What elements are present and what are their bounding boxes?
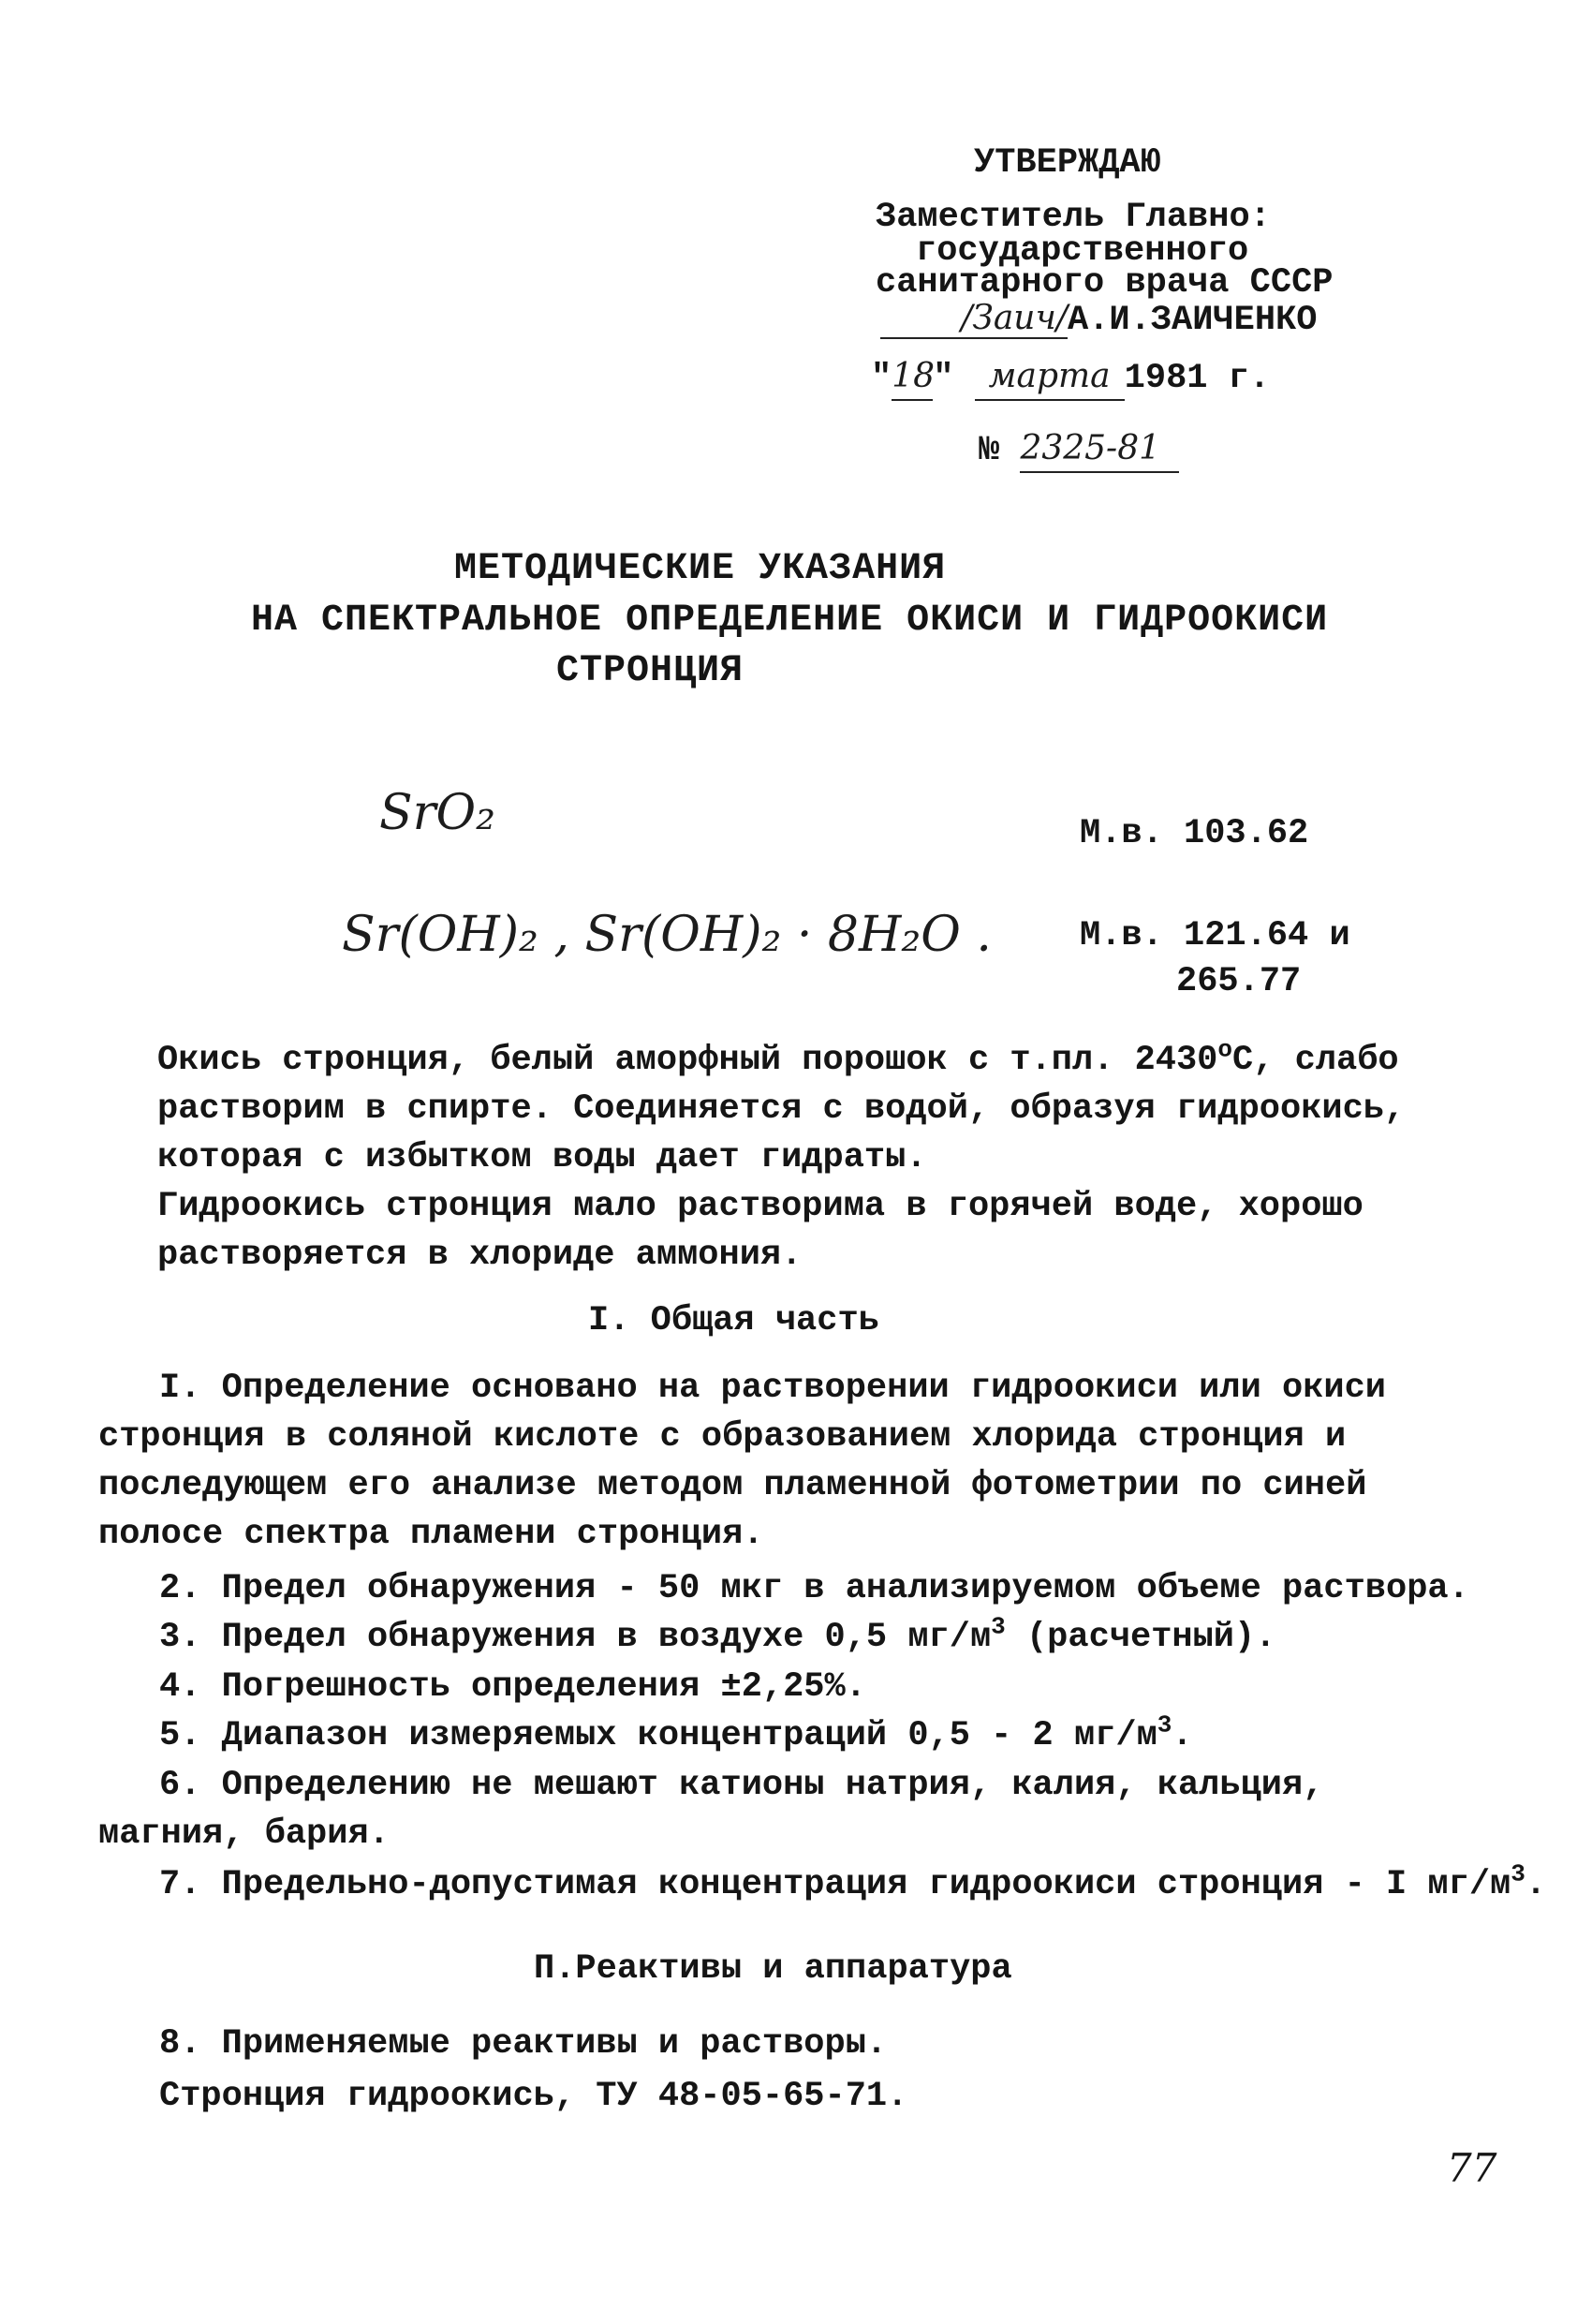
date-day: 18: [892, 354, 933, 401]
item7-suffix: .: [1525, 1865, 1547, 1904]
item3-sup: 3: [991, 1612, 1006, 1641]
degree-sign: о: [1217, 1035, 1232, 1064]
approval-line1: Заместитель Главно:: [876, 198, 1271, 237]
section1-heading: I. Общая часть: [588, 1301, 879, 1340]
section1-item4: 4. Погрешность определения ±2,25%.: [159, 1667, 866, 1707]
section2-item8: 8. Применяемые реактивы и растворы.: [159, 2024, 888, 2064]
item3-text: 3. Предел обнаружения в воздухе 0,5 мг/м: [159, 1618, 992, 1657]
item5-sup: 3: [1157, 1710, 1172, 1739]
section1-item6: 6. Определению не мешают катионы натрия, калия, кальция, магния, бария.: [98, 1766, 1324, 1854]
section1-item5: [159, 1711, 1470, 1760]
item7-sup: 3: [1511, 1859, 1526, 1888]
page-number: 77: [1447, 2145, 1497, 2191]
approval-date: [871, 354, 1270, 401]
intro-p1-part2: С, слабо растворим в спирте. Соединяется с водой, образуя гидроокись, которая с избытком воды дает гидраты.: [157, 1041, 1406, 1177]
section1-item3: [159, 1613, 1470, 1662]
item3-suffix: (расчетный).: [1005, 1618, 1276, 1657]
approval-line2: государственного: [916, 231, 1249, 271]
signature-line: [880, 298, 1317, 343]
date-quote-open: ": [871, 359, 892, 398]
formula-oxide: SrO₂: [379, 785, 495, 841]
date-quote-close: ": [933, 359, 954, 398]
section1-item2: 2. Предел обнаружения - 50 мкг в анализируемом объеме раствора.: [159, 1569, 1469, 1608]
section2-heading: П.Реактивы и аппаратура: [534, 1949, 1012, 1989]
date-year: 1981 г.: [1124, 359, 1271, 398]
section1-item1: I. Определение основано на растворении гидроокиси или окиси стронция в соляной кислоте с образованием хлорида стронция и последующем его анализе методом пламенной фотометрии по синей полосе спектра пламени стронция.: [98, 1369, 1387, 1554]
section1-item7: [159, 1859, 1547, 1909]
document-number: [979, 426, 1179, 473]
document-number-value: 2325-81: [1020, 426, 1179, 473]
approval-heading: УТВЕРЖДАЮ: [974, 143, 1161, 183]
hydroxide-molecular-weight-2: 265.77: [1176, 962, 1302, 1001]
title-line3: СТРОНЦИЯ: [556, 650, 744, 692]
section2-reagent1: Стронция гидроокись, ТУ 48-05-65-71.: [159, 2077, 908, 2116]
hydroxide-molecular-weight: М.в. 121.64 и: [1080, 916, 1350, 955]
number-sign: №: [979, 431, 1000, 470]
item5-suffix: .: [1172, 1716, 1193, 1755]
item7-text: 7. Предельно-допустимая концентрация гидроокиси стронция - I мг/м: [159, 1865, 1511, 1904]
item5-text: 5. Диапазон измеряемых концентраций 0,5 - 2 мг/м: [159, 1716, 1157, 1755]
title-line2: НА СПЕКТРАЛЬНОЕ ОПРЕДЕЛЕНИЕ ОКИСИ И ГИДРООКИСИ: [251, 600, 1329, 642]
handwritten-signature: /Заич/: [880, 299, 1068, 339]
intro-p1-part1: Окись стронция, белый аморфный порошок с т.пл. 2430: [157, 1041, 1218, 1080]
formula-hydroxide: Sr(OH)₂ , Sr(OH)₂ · 8H₂O .: [342, 907, 992, 963]
approval-line3: санитарного врача СССР: [876, 263, 1334, 303]
intro-paragraph-2: Гидроокись стронция мало растворима в горячей воде, хорошо растворяется в хлориде аммония.: [157, 1187, 1364, 1275]
title-line1: МЕТОДИЧЕСКИЕ УКАЗАНИЯ: [454, 548, 947, 590]
intro-paragraph-1: [157, 1036, 1459, 1182]
oxide-molecular-weight: М.в. 103.62: [1080, 814, 1309, 853]
signer-name: А.И.ЗАИЧЕНКО: [1068, 301, 1318, 340]
date-month: марта: [975, 354, 1125, 401]
